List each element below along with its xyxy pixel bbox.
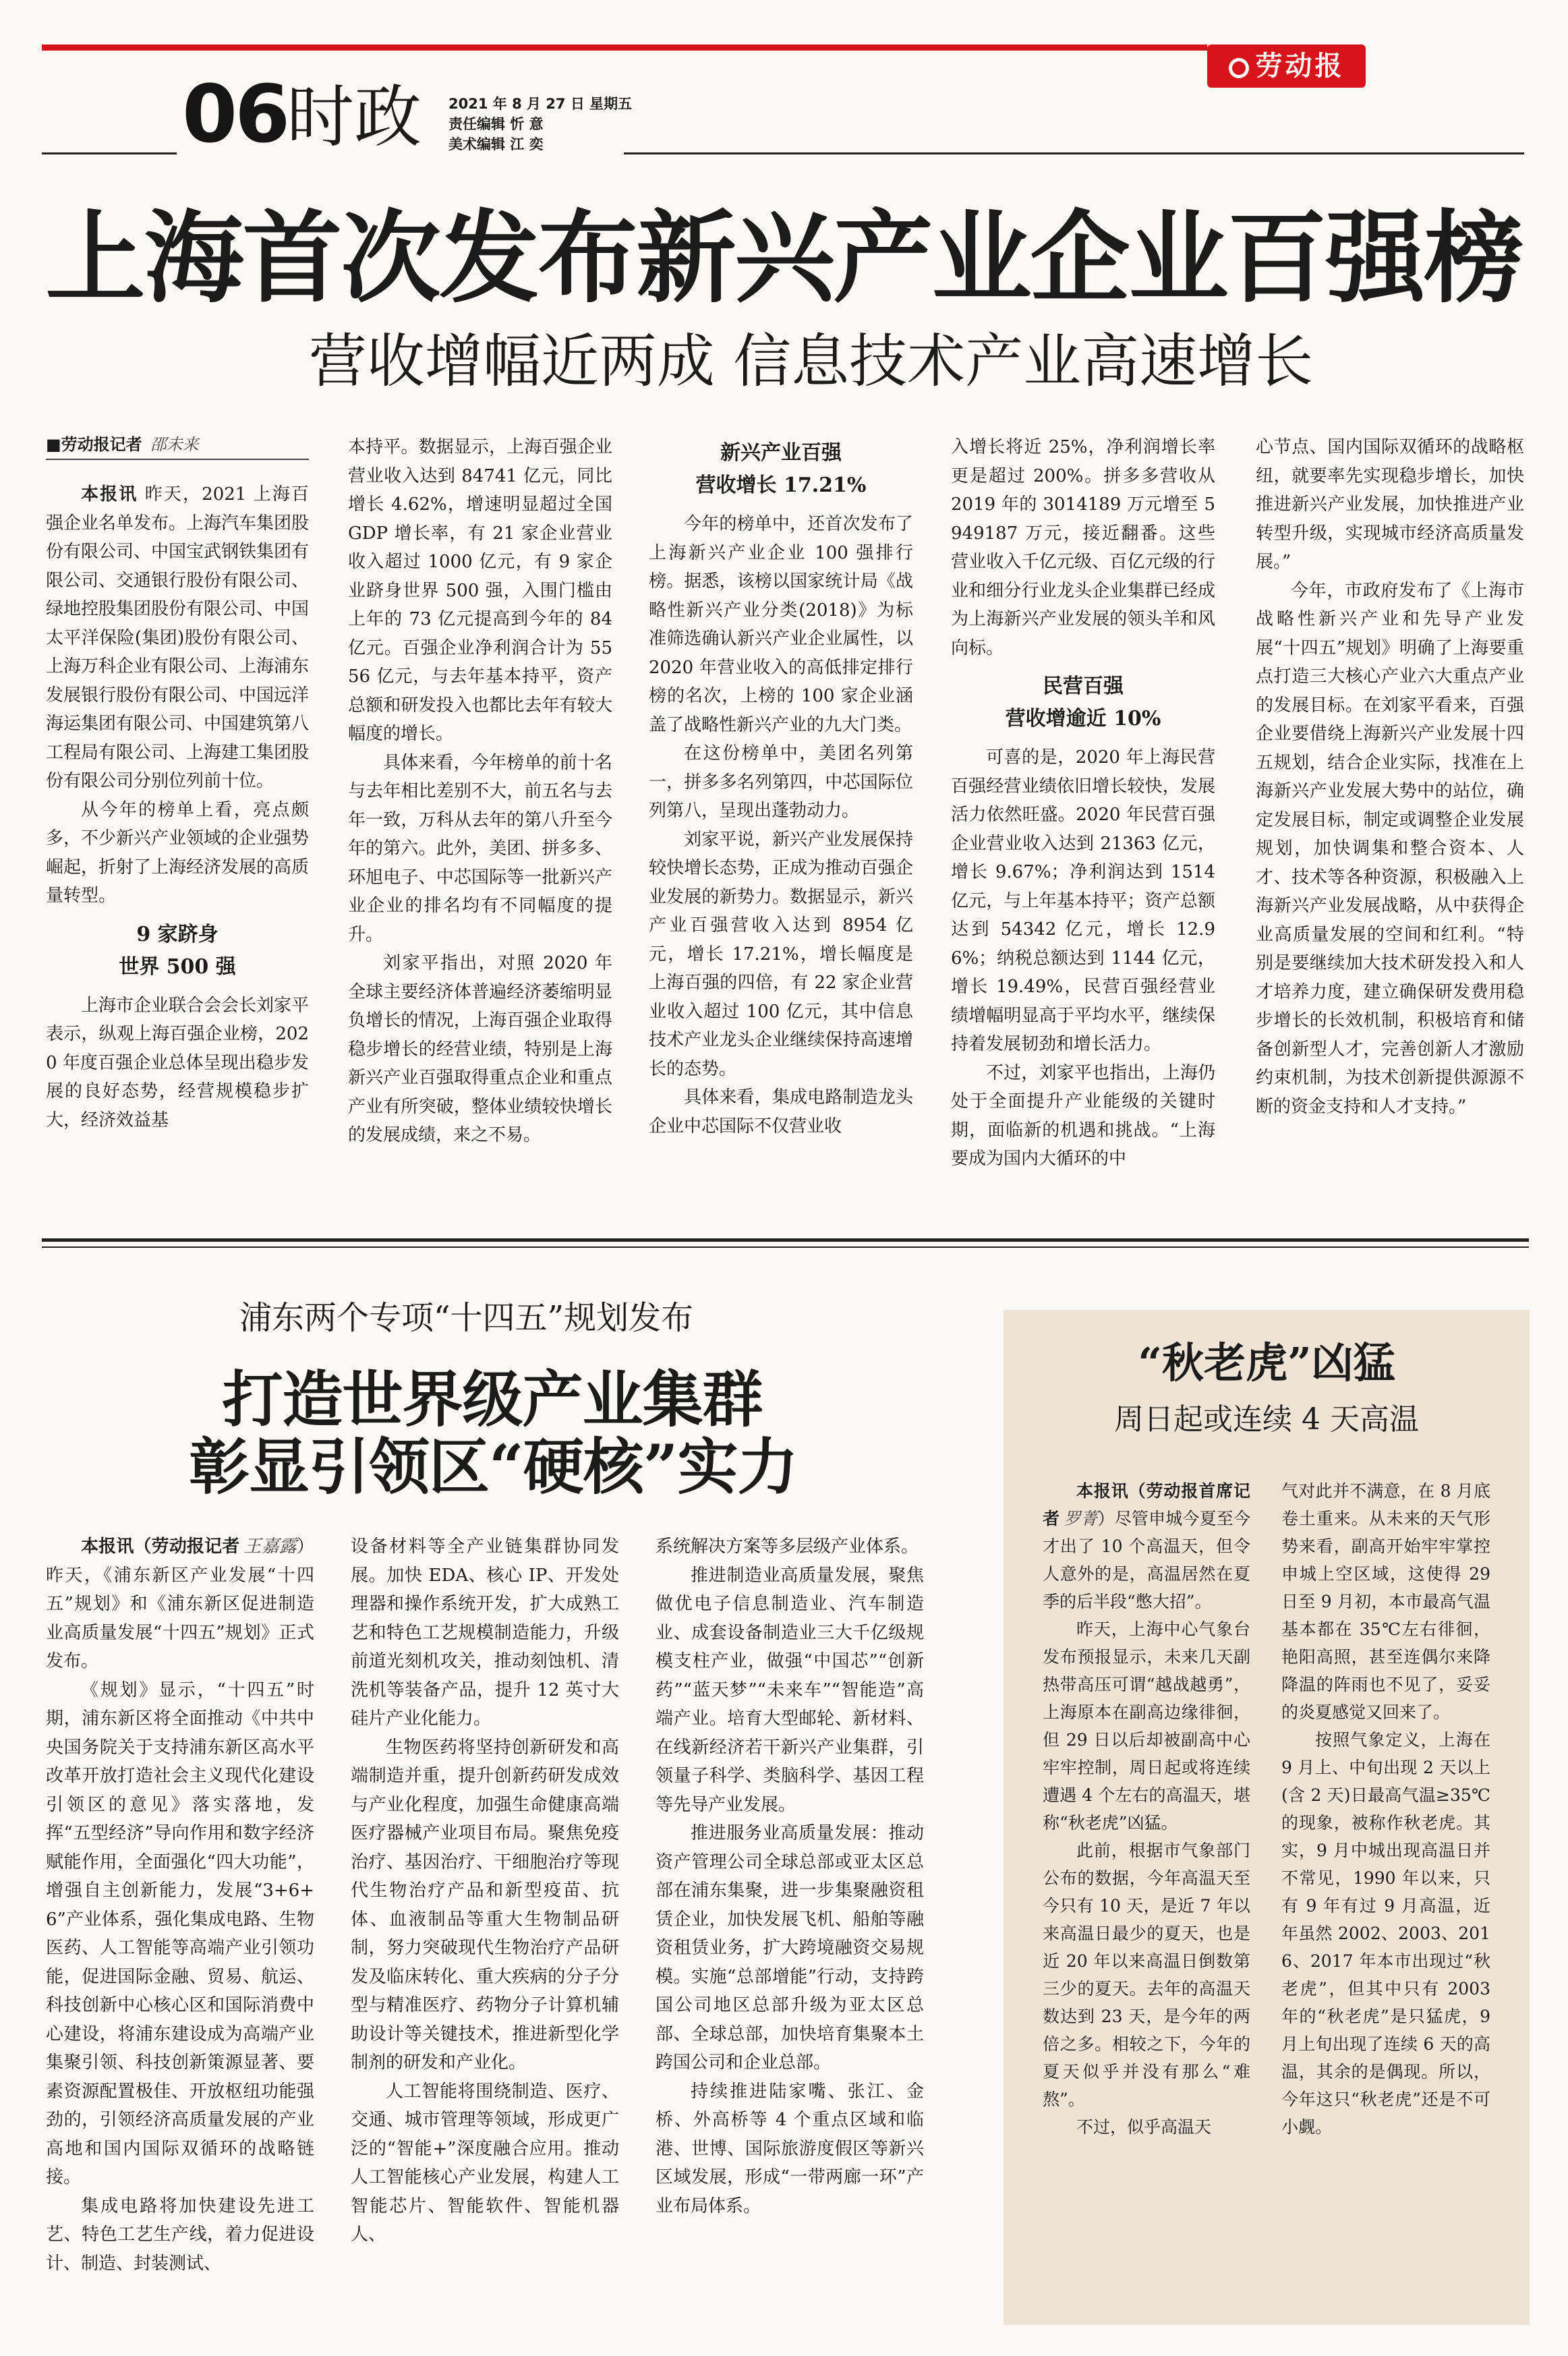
reporter-name: 王嘉露 xyxy=(243,1536,297,1557)
paragraph: 在这份榜单中，美团名列第一，拼多多名列第四，中芯国际位列第八，呈现出蓬勃动力。 xyxy=(649,743,913,821)
paragraph: 不过，似乎高温天 xyxy=(1076,2117,1212,2137)
lead-column-1 xyxy=(46,480,309,1134)
lead-column-3 xyxy=(649,437,913,1141)
byline-label: ■劳动报记者 xyxy=(46,435,142,454)
paragraph: 人工智能将围绕制造、医疗、交通、城市管理等领域，形成更广泛的“智能+”深度融合应用。推动人工智能核心产业发展，构建人工智能芯片、智能软件、智能机器人、 xyxy=(351,2081,619,2245)
masthead-rule-right xyxy=(624,152,1524,154)
dateline: 本报讯 xyxy=(81,484,138,505)
paragraph: 持续推进陆家嘴、张江、金桥、外高桥等 4 个重点区域和临港、世博、国际旅游度假区等新兴区域发展，形成“一带两廊一环”产业布局体系。 xyxy=(656,2081,924,2216)
paragraph: 本持平。数据显示，上海百强企业营业收入达到 84741 亿元，同比增长 4.62%，增速明显超过全国 GDP 增长率，有 21 家企业营业收入超过 1000 亿元，有 9 家企业跻身世界 500 强，入围门槛由上年的 73 亿元提高到今年的 84 亿元。百强企业净利润合计为 5556 亿元，与去年基本持平，资产总额和研发投入也都比去年有较大幅度的增长。 xyxy=(348,437,612,744)
logo-mark-icon xyxy=(1229,58,1249,78)
paragraph: 今年的榜单中，还首次发布了上海新兴产业企业 100 强排行榜。据悉，该榜以国家统计局《战略性新兴产业分类(2018)》为标准筛选确认新兴产业企业属性，以 2020 年营业收入的高低排定排行榜的名次，上榜的 100 家企业涵盖了战略性新兴产业的九大门类。 xyxy=(649,514,913,735)
paragraph: 按照气象定义，上海在 9 月上、中旬出现 2 天以上(含 2 天)日最高气温≥35℃的现象，被称作秋老虎。其实，9 月中城出现高温日并不常见，1990 年以来，只有 9 年有过 9 月高温，近年虽然 2002、2003、2016、2017 年本市出现过“秋老虎”，但其中只有 2003 年的“秋老虎”是只猛虎，9 月上旬出现了连续 6 天的高温，其余的是偶现。所以，今年这只“秋老虎”还是不可小觑。 xyxy=(1281,1730,1490,2137)
paragraph: ）昨天，《浦东新区产业发展“十四五”规划》和《浦东新区促进制造业高质量发展“十四五”规划》正式发布。 xyxy=(46,1536,314,1671)
weather-box-subtitle: 周日起或连续 4 天高温 xyxy=(1114,1402,1419,1437)
paragraph: 上海市企业联合会会长刘家平表示，纵观上海百强企业榜，2020 年度百强企业总体呈现出稳步发展的良好态势，经营规模稳步扩大，经济效益基 xyxy=(46,995,310,1130)
logo-text: 劳动报 xyxy=(1255,50,1345,82)
date-line: 2021 年 8 月 27 日 星期五 xyxy=(448,96,633,112)
lead-column-4 xyxy=(951,433,1215,1174)
byline-rule xyxy=(46,459,309,460)
paragraph: 设备材料等全产业链集群协同发展。加快 EDA、核心 IP、开发处理器和操作系统开发，扩大成熟工艺和特色工艺规模制造能力，升级前道光刻机攻关，推动刻蚀机、清洗机等装备产品，提升 12 英寸大硅片产业化能力。 xyxy=(351,1536,619,1729)
reporter-name: 罗菁 xyxy=(1064,1509,1098,1528)
crosshead xyxy=(951,670,1215,735)
lead-column-2 xyxy=(348,433,612,1150)
second-column-2 xyxy=(351,1532,619,2249)
paragraph: ）尽管申城今夏至今才出了 10 个高温天，但令人意外的是，高温居然在夏季的后半段“憋大招”。 xyxy=(1043,1509,1250,1611)
paragraph: 不过，刘家平也指出，上海仍处于全面提升产业能级的关键时期，面临新的机遇和挑战。“上海要成为国内大循环的中 xyxy=(951,1062,1215,1169)
art-editor-line: 美术编辑 江 奕 xyxy=(448,136,544,152)
second-story-kicker: 浦东两个专项“十四五”规划发布 xyxy=(239,1299,694,1337)
section-name: 时政 xyxy=(287,78,422,156)
second-column-1 xyxy=(46,1532,314,2278)
paragraph: 推进服务业高质量发展：推动资产管理公司全球总部或亚太区总部在浦东集聚，进一步集聚融资租赁企业，加快发展飞机、船舶等融资租赁业务，扩大跨境融资交易规模。实施“总部增能”行动，支持跨国公司地区总部升级为亚太区总部、全球总部，加快培育集聚本土跨国公司和企业总部。 xyxy=(656,1823,924,2073)
paragraph: 可喜的是，2020 年上海民营百强经营业绩依旧增长较快，发展活力依然旺盛。2020 年民营百强企业营业收入达到 21363 亿元，增长 9.67%；净利润达到 1514 亿元，与上年基本持平；资产总额达到 54342 亿元，增长 12.96%；纳税总额达到 1144 亿元，增长 19.49%，民营百强经营业绩增幅明显高于平均水平，继续保持着发展韧劲和增长活力。 xyxy=(951,747,1215,1054)
paragraph: 昨天，上海中心气象台发布预报显示，未来几天副热带高压可谓“越战越勇”，上海原本在副高边缘徘徊，但 29 日以后却被副高中心牢牢控制，周日起或将连续遭遇 4 个左右的高温天，堪称“秋老虎”凶猛。 xyxy=(1043,1619,1250,1833)
paragraph: 《规划》显示，“十四五”时期，浦东新区将全面推动《中共中央国务院关于支持浦东新区高水平改革开放打造社会主义现代化建设引领区的意见》落实落地，发挥“五型经济”导向作用和数字经济赋能作用，全面强化“四大功能”，增强自主创新能力，发展“3+6+6”产业体系，强化集成电路、生物医药、人工智能等高端产业引领功能，促进国际金融、贸易、航运、科技创新中心核心区和国际消费中心建设，将浦东建设成为高端产业集聚引领、科技创新策源显著、要素资源配置极佳、开放枢纽功能强劲的，引领经济高质量发展的产业高地和国内国际双循环的战略链接。 xyxy=(46,1679,314,2187)
weather-box-title: “秋老虎”凶猛 xyxy=(1138,1338,1395,1387)
masthead-rule-left xyxy=(42,152,177,154)
paragraph: 入增长将近 25%，净利润增长率更是超过 200%。拼多多营收从 2019 年的 3014189 万元增至 5949187 万元，接近翻番。这些营业收入千亿元级、百亿元级的行业和细分行业龙头企业集群已经成为上海新兴产业发展的领头羊和风向标。 xyxy=(951,437,1215,658)
paragraph: 系统解决方案等多层级产业体系。 xyxy=(656,1536,919,1557)
lead-subhead: 营收增幅近两成 信息技术产业高速增长 xyxy=(308,328,1314,395)
lead-headline: 上海首次发布新兴产业企业百强榜 xyxy=(45,199,1523,316)
crosshead-line: 9 家跻身 xyxy=(136,922,219,946)
paragraph: 刘家平指出，对照 2020 年全球主要经济体普遍经济萎缩明显负增长的情况，上海百强企业取得稳步增长的经营业绩，特别是上海新兴产业百强取得重点企业和重点产业有所突破，整体业绩较快增长的发展成绩，来之不易。 xyxy=(348,953,612,1145)
newspaper-logo xyxy=(1207,45,1366,88)
paragraph: 生物医药将坚持创新研发和高端制造并重，提升创新药研发成效与产业化程度，加强生命健康高端医疗器械产业项目布局。聚焦免疫治疗、基因治疗、干细胞治疗等现代生物治疗产品和新型疫苗、抗体、血液制品等重大生物制品研制，努力突破现代生物治疗产品研发及临床转化、重大疾病的分子分型与精准医疗、药物分子计算机辅助设计等关键技术，推进新型化学制剂的研发和产业化。 xyxy=(351,1737,619,2073)
crosshead xyxy=(46,919,309,983)
paragraph: 刘家平说，新兴产业发展保持较快增长态势，正成为推动百强企业发展的新势力。数据显示，新兴产业百强营收入达到 8954 亿元，增长 17.21%，增长幅度是上海百强的四倍，有 22 家企业营业收入超过 100 亿元，其中信息技术产业龙头企业继续保持高速增长的态势。 xyxy=(649,829,913,1079)
page-number: 06 xyxy=(182,67,288,161)
weather-column-1 xyxy=(1043,1477,1250,2141)
second-column-3 xyxy=(656,1532,924,2220)
top-red-rule xyxy=(42,45,1207,51)
lead-column-5 xyxy=(1256,433,1524,1121)
dateline: 本报讯（劳动报首席记者 xyxy=(1043,1481,1250,1528)
paragraph: 此前，根据市气象部门公布的数据，今年高温天至今只有 10 天，是近 7 年以来高温日最少的夏天，也是近 20 年以来高温日倒数第三少的夏天。去年的高温天数达到 23 天，是今年的两倍之多。相较之下，今年的夏天似乎并没有那么“难熬”。 xyxy=(1043,1841,1250,2109)
second-story-title-line2: 彰显引领区“硬核”实力 xyxy=(189,1431,798,1503)
crosshead-line: 营收增长 17.21% xyxy=(695,473,867,497)
crosshead-line: 新兴产业百强 xyxy=(720,441,842,465)
crosshead-line: 世界 500 强 xyxy=(119,954,236,979)
crosshead-line: 民营百强 xyxy=(1043,674,1124,698)
paragraph: 具体来看，今年榜单的前十名与去年相比差别不大，前五名与去年一致，万科从去年的第八升至今年的第六。此外，美团、拼多多、环旭电子、中芯国际等一批新兴产业企业的排名均有不同幅度的提升。 xyxy=(348,752,612,945)
paragraph: 从今年的榜单上看，亮点颇多，不少新兴产业领域的企业强势崛起，折射了上海经济发展的高质量转型。 xyxy=(46,799,310,906)
paragraph: 心节点、国内国际双循环的战略枢纽，就要率先实现稳步增长，加快推进新兴产业发展，加快推进产业转型升级，实现城市经济高质量发展。” xyxy=(1256,437,1524,572)
paragraph: 集成电路将加快建设先进工艺、特色工艺生产线，着力促进设计、制造、封装测试、 xyxy=(46,2195,314,2274)
lead-byline xyxy=(46,433,199,456)
byline-name: 邵未来 xyxy=(150,435,199,454)
paragraph: 推进制造业高质量发展，聚焦做优电子信息制造业、汽车制造业、成套设备制造业三大千亿级规模支柱产业，做强“中国芯”“创新药”“蓝天梦”“未来车”“智能造”高端产业。培育大型邮轮、新材料、在线新经济若干新兴产业集群，引领量子科学、类脑科学、基因工程等先导产业发展。 xyxy=(656,1565,924,1815)
section-divider-thin xyxy=(42,1246,1529,1248)
crosshead-line: 营收增逾近 10% xyxy=(1005,707,1161,730)
section-divider xyxy=(42,1238,1529,1242)
crosshead xyxy=(649,437,913,502)
weather-column-2 xyxy=(1281,1477,1490,2141)
dateline: 本报讯（劳动报记者 xyxy=(81,1536,240,1557)
paragraph: 气对此并不满意，在 8 月底卷土重来。从未来的天气形势来看，副高开始牢牢掌控申城上空区域，这使得 29 日至 9 月初，本市最高气温基本都在 35℃左右徘徊，艳阳高照，甚至连偶尔来降降温的阵雨也不见了，妥妥的炎夏感觉又回来了。 xyxy=(1281,1481,1490,1722)
editor-line: 责任编辑 忻 意 xyxy=(448,116,544,132)
paragraph: 今年，市政府发布了《上海市战略性新兴产业和先导产业发展“十四五”规划》明确了上海要重点打造三大核心产业六大重点产业的发展目标。在刘家平看来，百强企业要借绕上海新兴产业发展十四五规划，结合企业实际，找准在上海新兴产业发展大势中的站位，确定发展目标，制定或调整企业发展规划，加快调集和整合资本、人才、技术等各种资源，积极融入上海新兴产业发展战略，从中获得企业高质量发展的空间和红利。“特别是要继续加大技术研发投入和人才培养力度，建立确保研发费用稳步增长的长效机制，积极培育和储备创新型人才，完善创新人才激励约束机制，为技术创新提供源源不断的资金支持和人才支持。” xyxy=(1256,580,1524,1117)
paragraph: 昨天，2021 上海百强企业名单发布。上海汽车集团股份有限公司、中国宝武钢铁集团有限公司、交通银行股份有限公司、绿地控股集团股份有限公司、中国太平洋保险(集团)股份有限公司、上海万科企业有限公司、上海浦东发展银行股份有限公司、中国远洋海运集团有限公司、中国建筑第八工程局有限公司、上海建工集团股份有限公司分别位列前十位。 xyxy=(46,484,310,791)
paragraph: 具体来看，集成电路制造龙头企业中芯国际不仅营业收 xyxy=(649,1087,913,1137)
second-story-title-line1: 打造世界级产业集群 xyxy=(222,1364,763,1435)
